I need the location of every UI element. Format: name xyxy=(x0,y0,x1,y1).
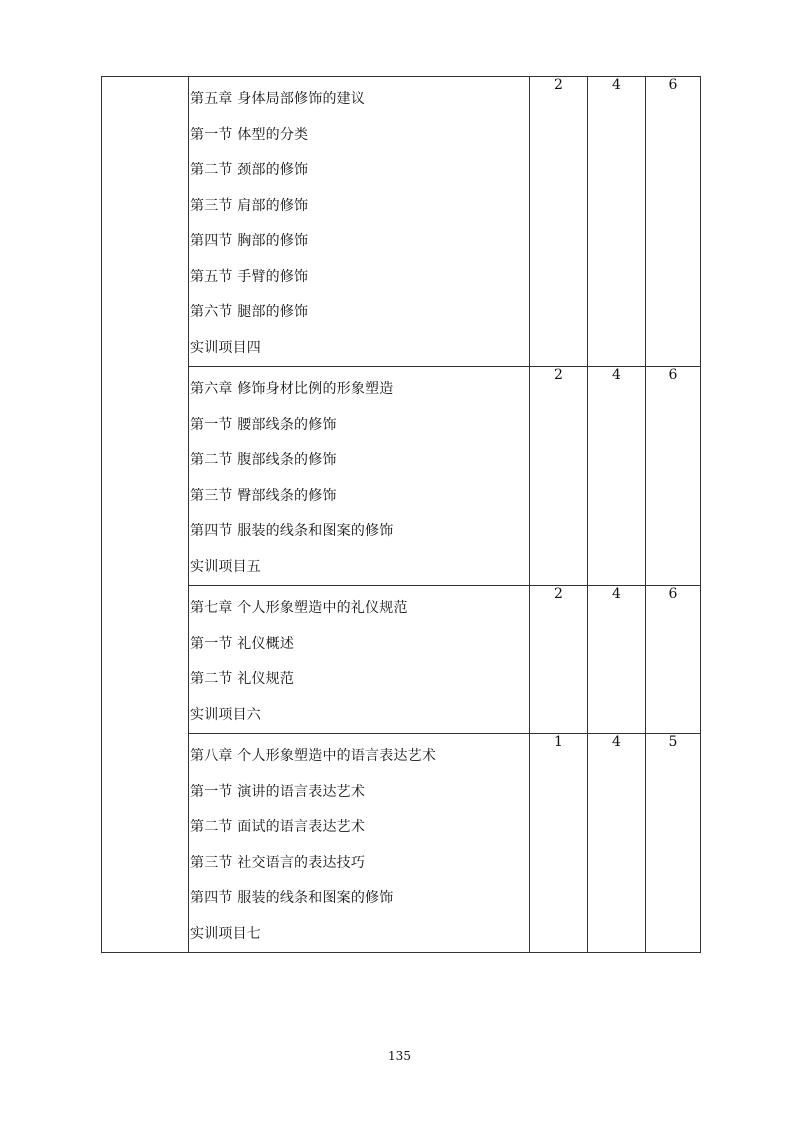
page-number: 135 xyxy=(388,1049,411,1063)
section-line: 第四节 胸部的修饰 xyxy=(190,233,309,249)
section-line: 第四节 服装的线条和图案的修饰 xyxy=(190,523,394,539)
section-line: 第一节 礼仪概述 xyxy=(190,635,295,652)
blank-left-cell xyxy=(102,77,189,953)
section-line: 第四节 服装的线条和图案的修饰 xyxy=(190,890,394,906)
section-line: 第一节 演讲的语言表达艺术 xyxy=(190,783,366,800)
hours-cell-a: 1 xyxy=(530,734,588,953)
section-line: 第三节 社交语言的表达技巧 xyxy=(190,854,366,871)
section-line: 第二节 颈部的修饰 xyxy=(190,162,309,178)
practice-line: 实训项目五 xyxy=(190,558,261,575)
hours-cell-a: 2 xyxy=(530,367,588,586)
hours-cell-total: 6 xyxy=(646,586,701,734)
section-line: 第一节 腰部线条的修饰 xyxy=(190,416,337,433)
section-line: 第三节 肩部的修饰 xyxy=(190,197,309,214)
chapter-title: 第五章 身体局部修饰的建议 xyxy=(190,91,366,107)
practice-line: 实训项目六 xyxy=(190,706,261,723)
table-row xyxy=(102,586,701,734)
content-cell xyxy=(189,367,530,586)
hours-cell-a: 2 xyxy=(530,77,588,367)
content-cell xyxy=(189,586,530,734)
section-line: 第一节 体型的分类 xyxy=(190,126,309,143)
section-line: 第二节 腹部线条的修饰 xyxy=(190,452,337,468)
hours-cell-total: 5 xyxy=(646,734,701,953)
table-row xyxy=(102,367,701,586)
table-row xyxy=(102,734,701,953)
section-line: 第五节 手臂的修饰 xyxy=(190,268,309,285)
content-cell xyxy=(189,734,530,953)
chapter-title: 第六章 修饰身材比例的形象塑造 xyxy=(190,381,394,397)
section-line: 第二节 礼仪规范 xyxy=(190,671,295,687)
content-cell xyxy=(189,77,530,367)
hours-cell-b: 4 xyxy=(588,586,646,734)
practice-line: 实训项目七 xyxy=(190,925,261,942)
chapter-title: 第八章 个人形象塑造中的语言表达艺术 xyxy=(190,748,437,764)
chapter-title: 第七章 个人形象塑造中的礼仪规范 xyxy=(190,600,408,616)
course-table xyxy=(101,76,701,953)
practice-line: 实训项目四 xyxy=(190,339,261,356)
hours-cell-b: 4 xyxy=(588,367,646,586)
hours-cell-b: 4 xyxy=(588,77,646,367)
hours-cell-b: 4 xyxy=(588,734,646,953)
hours-cell-total: 6 xyxy=(646,367,701,586)
table-row xyxy=(102,77,701,367)
section-line: 第二节 面试的语言表达艺术 xyxy=(190,819,366,835)
section-line: 第六节 腿部的修饰 xyxy=(190,304,309,320)
hours-cell-total: 6 xyxy=(646,77,701,367)
section-line: 第三节 臀部线条的修饰 xyxy=(190,487,337,504)
hours-cell-a: 2 xyxy=(530,586,588,734)
